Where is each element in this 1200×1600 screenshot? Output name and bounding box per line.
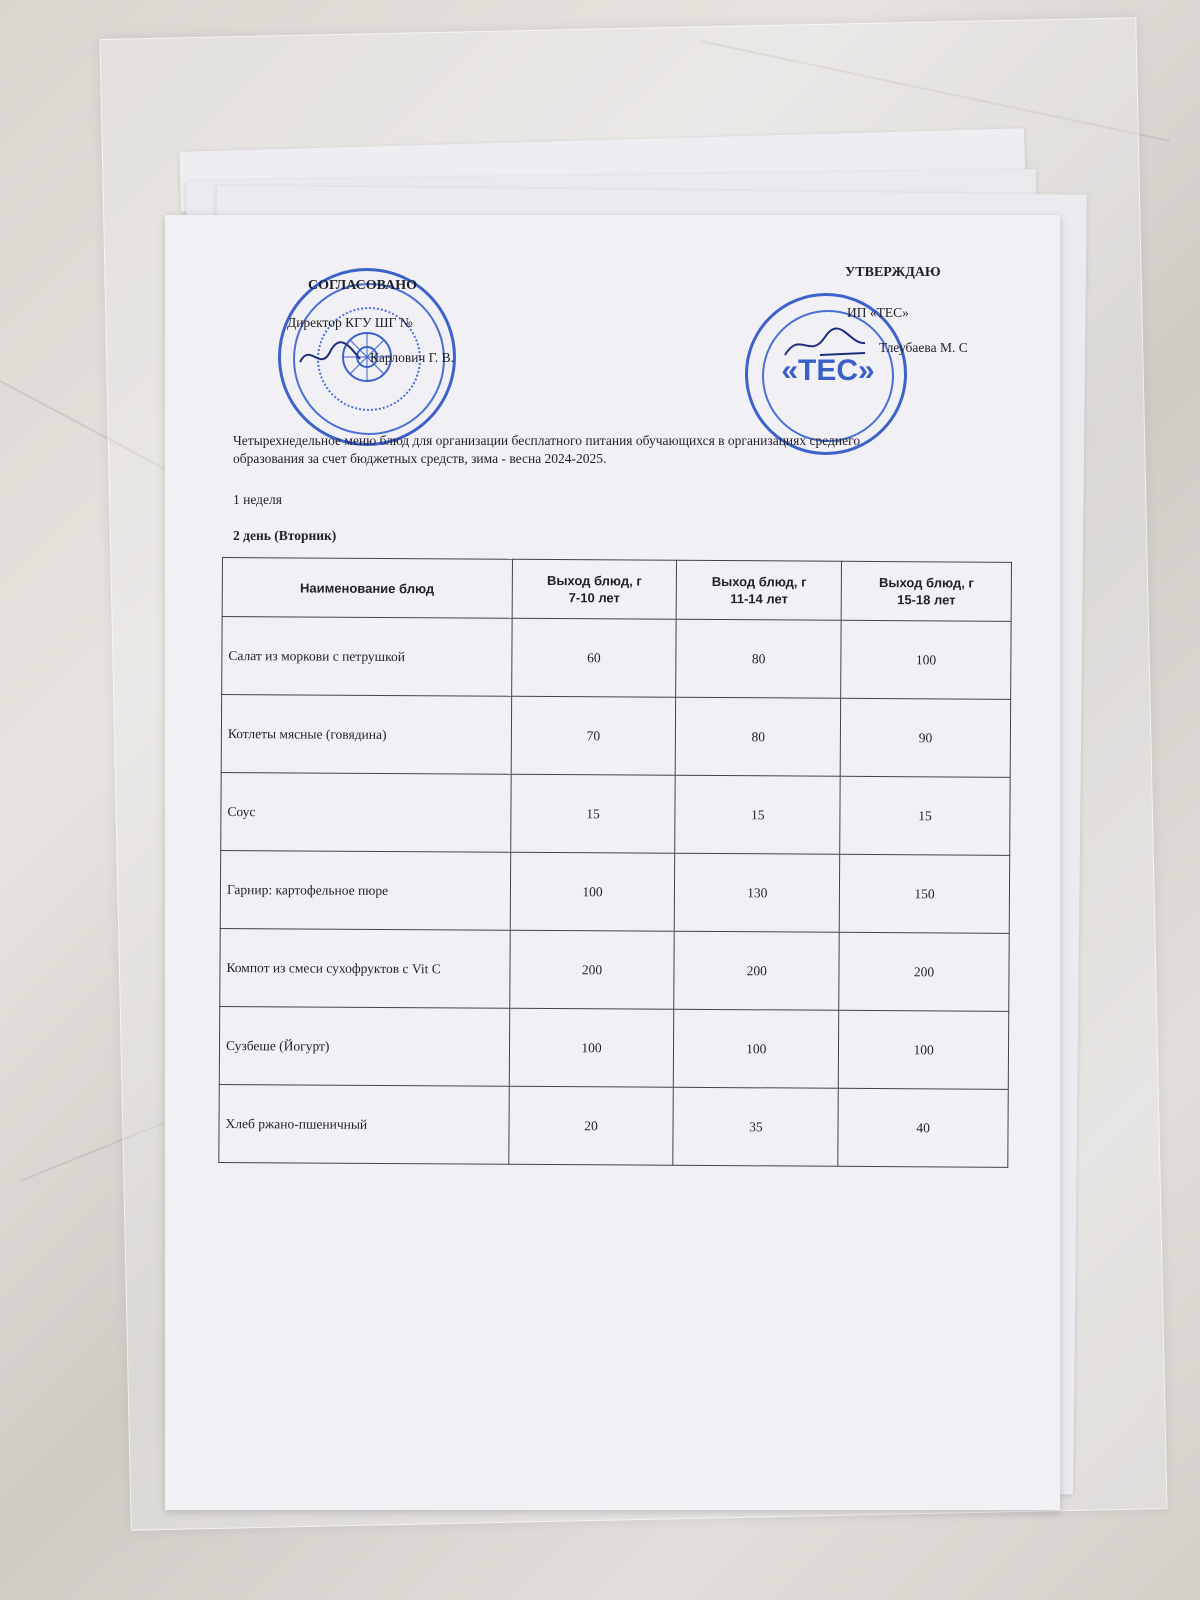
yield-value: 200 — [509, 930, 674, 1009]
menu-table — [218, 557, 1012, 1168]
yield-value: 80 — [676, 697, 841, 776]
table-header-row — [222, 558, 1011, 622]
menu-document — [165, 215, 1060, 1510]
header-yield-7-10: Выход блюд, г 7-10 лет — [512, 559, 677, 619]
yield-value: 15 — [840, 776, 1010, 855]
approved-person-name: Тлеубаева М. С — [879, 340, 968, 355]
dish-name: Салат из моркови с петрушкой — [222, 617, 512, 697]
yield-value: 130 — [675, 853, 840, 932]
week-label: 1 неделя — [233, 492, 282, 507]
header-dish-name: Наименование блюд — [222, 558, 512, 619]
header-yield-15-18: Выход блюд, г 15-18 лет — [841, 561, 1011, 621]
agreed-title: СОГЛАСОВАНО — [308, 278, 417, 293]
table-row — [221, 695, 1010, 778]
yield-value: 100 — [674, 1009, 839, 1088]
yield-value: 100 — [509, 1008, 674, 1087]
agreed-director-line: Директор КГУ ШГ № — [287, 315, 413, 330]
approved-title: УТВЕРЖДАЮ — [845, 265, 941, 280]
table-row — [221, 772, 1010, 855]
dish-name: Гарнир: картофельное пюре — [220, 850, 510, 930]
yield-value: 15 — [510, 774, 675, 853]
stamp-center-text: «ТЕС» — [781, 354, 875, 387]
yield-value: 70 — [511, 696, 676, 775]
dish-name: Котлеты мясные (говядина) — [221, 695, 511, 775]
approved-company-line: ИП «ТЕС» — [847, 305, 909, 320]
yield-value: 80 — [676, 619, 841, 698]
dish-name: Компот из смеси сухофруктов с Vit C — [220, 928, 510, 1008]
table-row — [219, 1084, 1008, 1167]
yield-value: 100 — [841, 620, 1011, 699]
table-row — [220, 850, 1009, 933]
yield-value: 60 — [511, 618, 676, 697]
menu-description-line1: Четырехнедельное меню блюд для организации бесплатного питания обучающихся в организациях среднего — [233, 433, 861, 448]
yield-value: 40 — [838, 1088, 1008, 1167]
dish-name: Хлеб ржано-пшеничный — [219, 1084, 509, 1164]
dish-name: Соус — [221, 772, 511, 852]
table-row — [222, 617, 1011, 700]
table-row — [219, 1006, 1008, 1089]
day-label: 2 день (Вторник) — [233, 528, 337, 543]
header-yield-11-14: Выход блюд, г 11-14 лет — [677, 560, 842, 620]
agreed-director-name: Карлович Г. В. — [370, 350, 455, 365]
yield-value: 100 — [838, 1010, 1008, 1089]
menu-description-line2: образования за счет бюджетных средств, зима - весна 2024-2025. — [233, 451, 607, 466]
yield-value: 90 — [840, 698, 1010, 777]
yield-value: 15 — [675, 775, 840, 854]
left-signature — [295, 337, 365, 377]
right-signature — [780, 325, 870, 365]
yield-value: 20 — [508, 1086, 673, 1165]
table-row — [220, 928, 1009, 1011]
dish-name: Сузбеше (Йогурт) — [219, 1006, 509, 1086]
yield-value: 100 — [510, 852, 675, 931]
yield-value: 150 — [839, 854, 1009, 933]
yield-value: 35 — [673, 1087, 838, 1166]
yield-value: 200 — [674, 931, 839, 1010]
yield-value: 200 — [839, 932, 1009, 1011]
